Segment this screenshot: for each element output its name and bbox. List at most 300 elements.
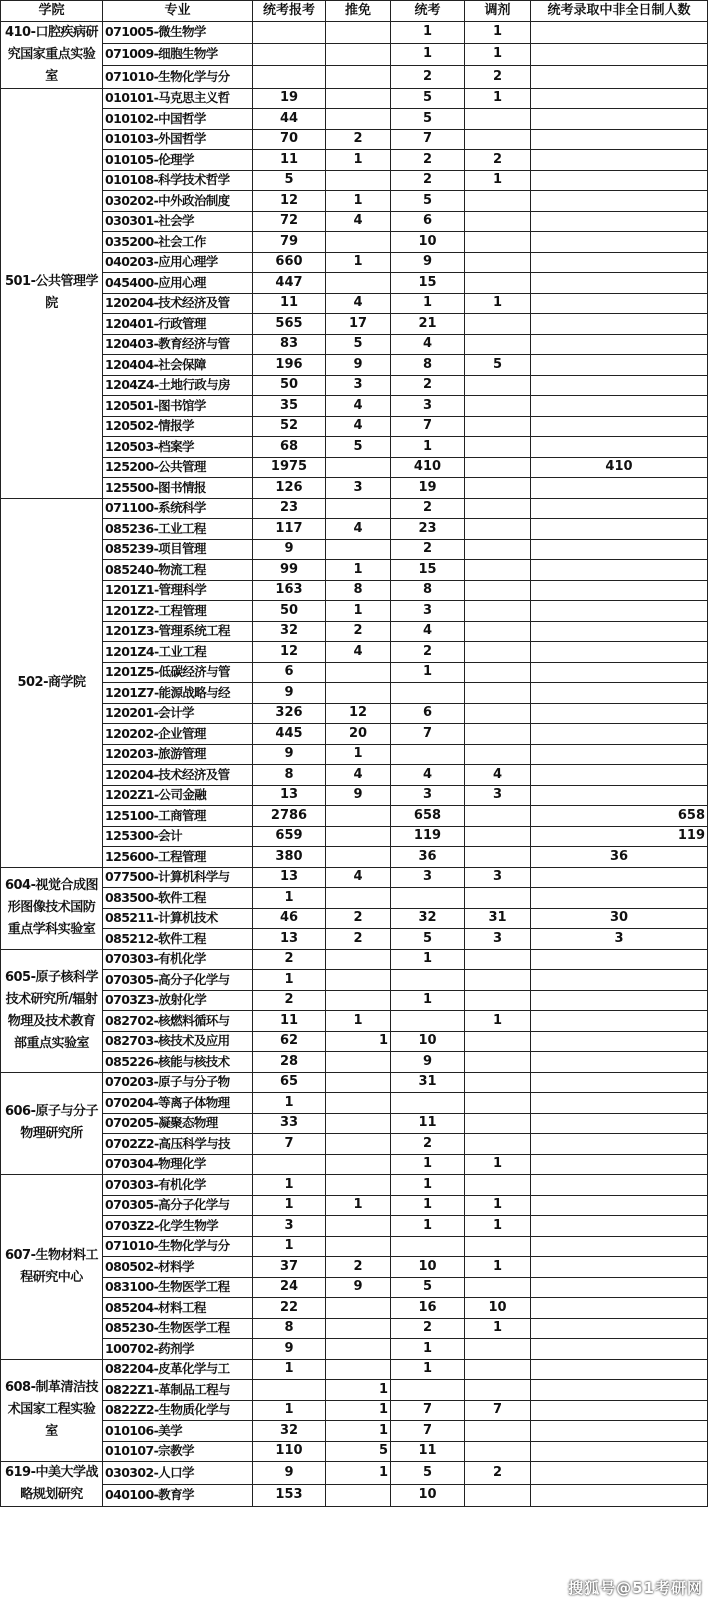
adjusted-cell — [465, 437, 531, 458]
admitted-cell — [391, 1380, 465, 1401]
part-time-cell — [531, 150, 708, 171]
adjusted-cell: 1 — [465, 1154, 531, 1175]
recommended-cell — [326, 1359, 391, 1380]
table-row — [1, 601, 708, 622]
adjusted-cell: 1 — [465, 170, 531, 191]
part-time-cell — [531, 888, 708, 909]
applicants-cell: 12 — [253, 191, 326, 212]
table-row — [1, 724, 708, 745]
table-row — [1, 662, 708, 683]
recommended-cell: 1 — [326, 1380, 391, 1401]
major-cell: 070204-等离子体物理 — [103, 1093, 253, 1114]
recommended-cell: 3 — [326, 375, 391, 396]
applicants-cell: 32 — [253, 1421, 326, 1442]
adjusted-cell: 2 — [465, 66, 531, 88]
applicants-cell: 37 — [253, 1257, 326, 1278]
major-cell: 120204-技术经济及管 — [103, 293, 253, 314]
recommended-cell — [326, 88, 391, 109]
recommended-cell: 20 — [326, 724, 391, 745]
applicants-cell: 1 — [253, 1093, 326, 1114]
college-cell: 607-生物材料工程研究中心 — [1, 1175, 103, 1360]
adjusted-cell — [465, 1277, 531, 1298]
header-major: 专业 — [103, 1, 253, 22]
table-row — [1, 1441, 708, 1462]
adjusted-cell — [465, 560, 531, 581]
major-cell: 1204Z4-土地行政与房 — [103, 375, 253, 396]
recommended-cell — [326, 1134, 391, 1155]
recommended-cell — [326, 1072, 391, 1093]
major-cell: 082702-核燃料循环与 — [103, 1011, 253, 1032]
adjusted-cell — [465, 375, 531, 396]
major-cell: 1201Z1-管理科学 — [103, 580, 253, 601]
applicants-cell: 22 — [253, 1298, 326, 1319]
part-time-cell — [531, 355, 708, 376]
applicants-cell — [253, 66, 326, 88]
recommended-cell — [326, 457, 391, 478]
part-time-cell — [531, 1093, 708, 1114]
admitted-cell: 2 — [391, 498, 465, 519]
adjusted-cell — [465, 990, 531, 1011]
major-cell: 120203-旅游管理 — [103, 744, 253, 765]
major-cell: 0822Z1-革制品工程与 — [103, 1380, 253, 1401]
recommended-cell: 2 — [326, 129, 391, 150]
adjusted-cell — [465, 1175, 531, 1196]
applicants-cell: 9 — [253, 744, 326, 765]
applicants-cell: 9 — [253, 1339, 326, 1360]
table-row — [1, 1052, 708, 1073]
recommended-cell: 2 — [326, 929, 391, 950]
part-time-cell — [531, 970, 708, 991]
adjusted-cell — [465, 1236, 531, 1257]
table-row — [1, 1277, 708, 1298]
header-adjusted: 调剂 — [465, 1, 531, 22]
admitted-cell: 1 — [391, 1339, 465, 1360]
applicants-cell: 23 — [253, 498, 326, 519]
major-cell: 085212-软件工程 — [103, 929, 253, 950]
part-time-cell — [531, 314, 708, 335]
major-cell: 040203-应用心理学 — [103, 252, 253, 273]
recommended-cell — [326, 1236, 391, 1257]
applicants-cell — [253, 1380, 326, 1401]
major-cell: 085236-工业工程 — [103, 519, 253, 540]
admitted-cell: 10 — [391, 232, 465, 253]
admitted-cell: 2 — [391, 1318, 465, 1339]
admitted-cell: 8 — [391, 355, 465, 376]
applicants-cell: 565 — [253, 314, 326, 335]
admitted-cell — [391, 1093, 465, 1114]
college-cell: 502-商学院 — [1, 498, 103, 867]
major-cell: 125500-图书情报 — [103, 478, 253, 499]
part-time-cell — [531, 1339, 708, 1360]
part-time-cell — [531, 109, 708, 130]
applicants-cell: 32 — [253, 621, 326, 642]
adjusted-cell — [465, 1380, 531, 1401]
applicants-cell: 70 — [253, 129, 326, 150]
recommended-cell — [326, 1154, 391, 1175]
recommended-cell: 5 — [326, 1441, 391, 1462]
part-time-cell — [531, 416, 708, 437]
applicants-cell: 24 — [253, 1277, 326, 1298]
part-time-cell — [531, 1298, 708, 1319]
part-time-cell — [531, 1400, 708, 1421]
admitted-cell: 658 — [391, 806, 465, 827]
applicants-cell: 380 — [253, 847, 326, 868]
adjusted-cell — [465, 621, 531, 642]
college-cell: 410-口腔疾病研究国家重点实验室 — [1, 21, 103, 88]
admitted-cell — [391, 744, 465, 765]
major-cell: 0822Z2-生物质化学与 — [103, 1400, 253, 1421]
applicants-cell: 46 — [253, 908, 326, 929]
applicants-cell — [253, 21, 326, 43]
admitted-cell: 23 — [391, 519, 465, 540]
major-cell: 1202Z1-公司金融 — [103, 785, 253, 806]
table-row — [1, 1359, 708, 1380]
part-time-cell — [531, 1134, 708, 1155]
table-row — [1, 703, 708, 724]
part-time-cell — [531, 580, 708, 601]
table-row — [1, 191, 708, 212]
part-time-cell — [531, 1277, 708, 1298]
part-time-cell — [531, 1380, 708, 1401]
recommended-cell: 1 — [326, 1462, 391, 1485]
part-time-cell — [531, 478, 708, 499]
major-cell: 085204-材料工程 — [103, 1298, 253, 1319]
major-cell: 010108-科学技术哲学 — [103, 170, 253, 191]
table-row — [1, 1298, 708, 1319]
admitted-cell: 3 — [391, 785, 465, 806]
admitted-cell: 5 — [391, 1277, 465, 1298]
watermark: 搜狐号@51考研网 — [568, 1579, 703, 1597]
admitted-cell: 1 — [391, 1216, 465, 1237]
table-row — [1, 1318, 708, 1339]
part-time-cell — [531, 88, 708, 109]
admitted-cell: 1 — [391, 949, 465, 970]
part-time-cell — [531, 1441, 708, 1462]
table-row — [1, 744, 708, 765]
header-row — [1, 1, 708, 22]
adjusted-cell — [465, 1484, 531, 1507]
admitted-cell: 7 — [391, 724, 465, 745]
table-row — [1, 519, 708, 540]
recommended-cell — [326, 683, 391, 704]
major-cell: 085240-物流工程 — [103, 560, 253, 581]
admitted-cell: 9 — [391, 252, 465, 273]
admitted-cell: 119 — [391, 826, 465, 847]
college-cell: 501-公共管理学院 — [1, 88, 103, 498]
recommended-cell: 1 — [326, 601, 391, 622]
major-cell: 120202-企业管理 — [103, 724, 253, 745]
part-time-cell: 410 — [531, 457, 708, 478]
applicants-cell: 326 — [253, 703, 326, 724]
major-cell: 120204-技术经济及管 — [103, 765, 253, 786]
recommended-cell — [326, 21, 391, 43]
adjusted-cell — [465, 601, 531, 622]
part-time-cell — [531, 1421, 708, 1442]
major-cell: 0702Z2-高压科学与技 — [103, 1134, 253, 1155]
admitted-cell — [391, 888, 465, 909]
table-row — [1, 642, 708, 663]
major-cell: 082204-皮革化学与工 — [103, 1359, 253, 1380]
recommended-cell: 2 — [326, 908, 391, 929]
applicants-cell: 72 — [253, 211, 326, 232]
applicants-cell: 13 — [253, 867, 326, 888]
table-row — [1, 847, 708, 868]
major-cell: 040100-教育学 — [103, 1484, 253, 1507]
admitted-cell: 4 — [391, 334, 465, 355]
table-row — [1, 1195, 708, 1216]
table-row — [1, 252, 708, 273]
applicants-cell: 196 — [253, 355, 326, 376]
applicants-cell: 52 — [253, 416, 326, 437]
admitted-cell — [391, 1236, 465, 1257]
part-time-cell — [531, 232, 708, 253]
major-cell: 1201Z3-管理系统工程 — [103, 621, 253, 642]
adjusted-cell: 1 — [465, 1195, 531, 1216]
major-cell: 120404-社会保障 — [103, 355, 253, 376]
recommended-cell — [326, 1175, 391, 1196]
table-row — [1, 1380, 708, 1401]
part-time-cell — [531, 949, 708, 970]
applicants-cell: 50 — [253, 601, 326, 622]
major-cell: 010103-外国哲学 — [103, 129, 253, 150]
admitted-cell: 1 — [391, 437, 465, 458]
applicants-cell: 110 — [253, 1441, 326, 1462]
part-time-cell: 36 — [531, 847, 708, 868]
recommended-cell: 5 — [326, 437, 391, 458]
applicants-cell: 9 — [253, 683, 326, 704]
admitted-cell: 10 — [391, 1257, 465, 1278]
major-cell: 010101-马克思主义哲 — [103, 88, 253, 109]
part-time-cell — [531, 334, 708, 355]
header-college: 学院 — [1, 1, 103, 22]
part-time-cell — [531, 560, 708, 581]
admitted-cell: 2 — [391, 642, 465, 663]
admitted-cell: 2 — [391, 170, 465, 191]
table-row — [1, 478, 708, 499]
applicants-cell: 659 — [253, 826, 326, 847]
applicants-cell: 9 — [253, 539, 326, 560]
major-cell: 077500-计算机科学与 — [103, 867, 253, 888]
part-time-cell — [531, 273, 708, 294]
table-row — [1, 498, 708, 519]
recommended-cell: 1 — [326, 1195, 391, 1216]
adjusted-cell — [465, 662, 531, 683]
admitted-cell: 32 — [391, 908, 465, 929]
adjusted-cell — [465, 642, 531, 663]
table-row — [1, 88, 708, 109]
adjusted-cell — [465, 888, 531, 909]
adjusted-cell: 10 — [465, 1298, 531, 1319]
applicants-cell: 660 — [253, 252, 326, 273]
college-cell: 605-原子核科学技术研究所/辐射物理及技术教育部重点实验室 — [1, 949, 103, 1072]
table-row — [1, 785, 708, 806]
part-time-cell — [531, 744, 708, 765]
adjusted-cell: 2 — [465, 150, 531, 171]
table-row — [1, 211, 708, 232]
adjusted-cell — [465, 232, 531, 253]
recommended-cell: 17 — [326, 314, 391, 335]
applicants-cell: 5 — [253, 170, 326, 191]
adjusted-cell: 4 — [465, 765, 531, 786]
admitted-cell: 36 — [391, 847, 465, 868]
applicants-cell: 3 — [253, 1216, 326, 1237]
applicants-cell: 6 — [253, 662, 326, 683]
adjusted-cell — [465, 273, 531, 294]
major-cell: 010102-中国哲学 — [103, 109, 253, 130]
part-time-cell — [531, 601, 708, 622]
applicants-cell: 2 — [253, 990, 326, 1011]
applicants-cell: 7 — [253, 1134, 326, 1155]
adjusted-cell — [465, 1072, 531, 1093]
recommended-cell — [326, 66, 391, 88]
applicants-cell — [253, 1154, 326, 1175]
major-cell: 125600-工程管理 — [103, 847, 253, 868]
admitted-cell: 3 — [391, 867, 465, 888]
table-row — [1, 560, 708, 581]
recommended-cell: 5 — [326, 334, 391, 355]
recommended-cell — [326, 949, 391, 970]
applicants-cell: 28 — [253, 1052, 326, 1073]
recommended-cell — [326, 170, 391, 191]
college-cell: 608-制革清洁技术国家工程实验室 — [1, 1359, 103, 1462]
recommended-cell: 1 — [326, 1421, 391, 1442]
recommended-cell — [326, 970, 391, 991]
part-time-cell — [531, 867, 708, 888]
adjusted-cell — [465, 806, 531, 827]
part-time-cell — [531, 170, 708, 191]
major-cell: 071010-生物化学与分 — [103, 1236, 253, 1257]
adjusted-cell — [465, 1113, 531, 1134]
applicants-cell: 126 — [253, 478, 326, 499]
table-row — [1, 21, 708, 43]
major-cell: 100702-药剂学 — [103, 1339, 253, 1360]
table-row — [1, 621, 708, 642]
part-time-cell — [531, 703, 708, 724]
recommended-cell: 4 — [326, 867, 391, 888]
recommended-cell — [326, 1093, 391, 1114]
table-row — [1, 273, 708, 294]
major-cell: 070303-有机化学 — [103, 949, 253, 970]
recommended-cell: 4 — [326, 293, 391, 314]
table-row — [1, 109, 708, 130]
adjusted-cell — [465, 703, 531, 724]
adjusted-cell — [465, 1441, 531, 1462]
adjusted-cell — [465, 478, 531, 499]
applicants-cell: 2 — [253, 949, 326, 970]
table-row — [1, 1484, 708, 1507]
admitted-cell: 2 — [391, 375, 465, 396]
recommended-cell — [326, 1298, 391, 1319]
applicants-cell: 9 — [253, 1462, 326, 1485]
adjusted-cell — [465, 580, 531, 601]
admitted-cell: 6 — [391, 703, 465, 724]
part-time-cell — [531, 211, 708, 232]
table-row — [1, 929, 708, 950]
recommended-cell — [326, 826, 391, 847]
adjusted-cell — [465, 1093, 531, 1114]
part-time-cell — [531, 642, 708, 663]
major-cell: 085211-计算机技术 — [103, 908, 253, 929]
major-cell: 125300-会计 — [103, 826, 253, 847]
adjusted-cell: 3 — [465, 785, 531, 806]
recommended-cell: 4 — [326, 416, 391, 437]
adjusted-cell: 1 — [465, 1318, 531, 1339]
table-row — [1, 334, 708, 355]
table-row — [1, 355, 708, 376]
admitted-cell: 1 — [391, 1195, 465, 1216]
applicants-cell: 1 — [253, 970, 326, 991]
admitted-cell: 2 — [391, 539, 465, 560]
admitted-cell: 31 — [391, 1072, 465, 1093]
adjusted-cell — [465, 1339, 531, 1360]
table-row — [1, 888, 708, 909]
header-admitted: 统考 — [391, 1, 465, 22]
adjusted-cell — [465, 252, 531, 273]
major-cell: 070303-有机化学 — [103, 1175, 253, 1196]
part-time-cell — [531, 437, 708, 458]
part-time-cell — [531, 683, 708, 704]
part-time-cell — [531, 662, 708, 683]
recommended-cell — [326, 806, 391, 827]
table-row — [1, 1257, 708, 1278]
adjusted-cell — [465, 1421, 531, 1442]
major-cell: 030202-中外政治制度 — [103, 191, 253, 212]
recommended-cell: 12 — [326, 703, 391, 724]
applicants-cell: 153 — [253, 1484, 326, 1507]
part-time-cell — [531, 1195, 708, 1216]
adjusted-cell — [465, 826, 531, 847]
part-time-cell — [531, 1359, 708, 1380]
part-time-cell — [531, 1072, 708, 1093]
admitted-cell: 4 — [391, 621, 465, 642]
applicants-cell: 447 — [253, 273, 326, 294]
applicants-cell: 65 — [253, 1072, 326, 1093]
applicants-cell: 68 — [253, 437, 326, 458]
part-time-cell — [531, 990, 708, 1011]
adjusted-cell — [465, 683, 531, 704]
adjusted-cell: 2 — [465, 1462, 531, 1485]
part-time-cell — [531, 765, 708, 786]
table-row — [1, 1113, 708, 1134]
major-cell: 0703Z3-放射化学 — [103, 990, 253, 1011]
applicants-cell: 8 — [253, 765, 326, 786]
table-row — [1, 396, 708, 417]
part-time-cell: 3 — [531, 929, 708, 950]
recommended-cell — [326, 847, 391, 868]
recommended-cell — [326, 1484, 391, 1507]
major-cell: 120403-教育经济与管 — [103, 334, 253, 355]
recommended-cell — [326, 1318, 391, 1339]
admitted-cell: 1 — [391, 662, 465, 683]
major-cell: 071005-微生物学 — [103, 21, 253, 43]
recommended-cell — [326, 273, 391, 294]
adjusted-cell — [465, 539, 531, 560]
part-time-cell — [531, 21, 708, 43]
applicants-cell: 1975 — [253, 457, 326, 478]
recommended-cell: 4 — [326, 519, 391, 540]
applicants-cell: 13 — [253, 929, 326, 950]
header-recommended: 推免 — [326, 1, 391, 22]
part-time-cell — [531, 375, 708, 396]
adjusted-cell — [465, 1031, 531, 1052]
header-part-time: 统考录取中非全日制人数 — [531, 1, 708, 22]
major-cell: 045400-应用心理 — [103, 273, 253, 294]
recommended-cell — [326, 888, 391, 909]
admitted-cell: 7 — [391, 1421, 465, 1442]
recommended-cell — [326, 662, 391, 683]
recommended-cell: 1 — [326, 1031, 391, 1052]
admitted-cell: 5 — [391, 929, 465, 950]
